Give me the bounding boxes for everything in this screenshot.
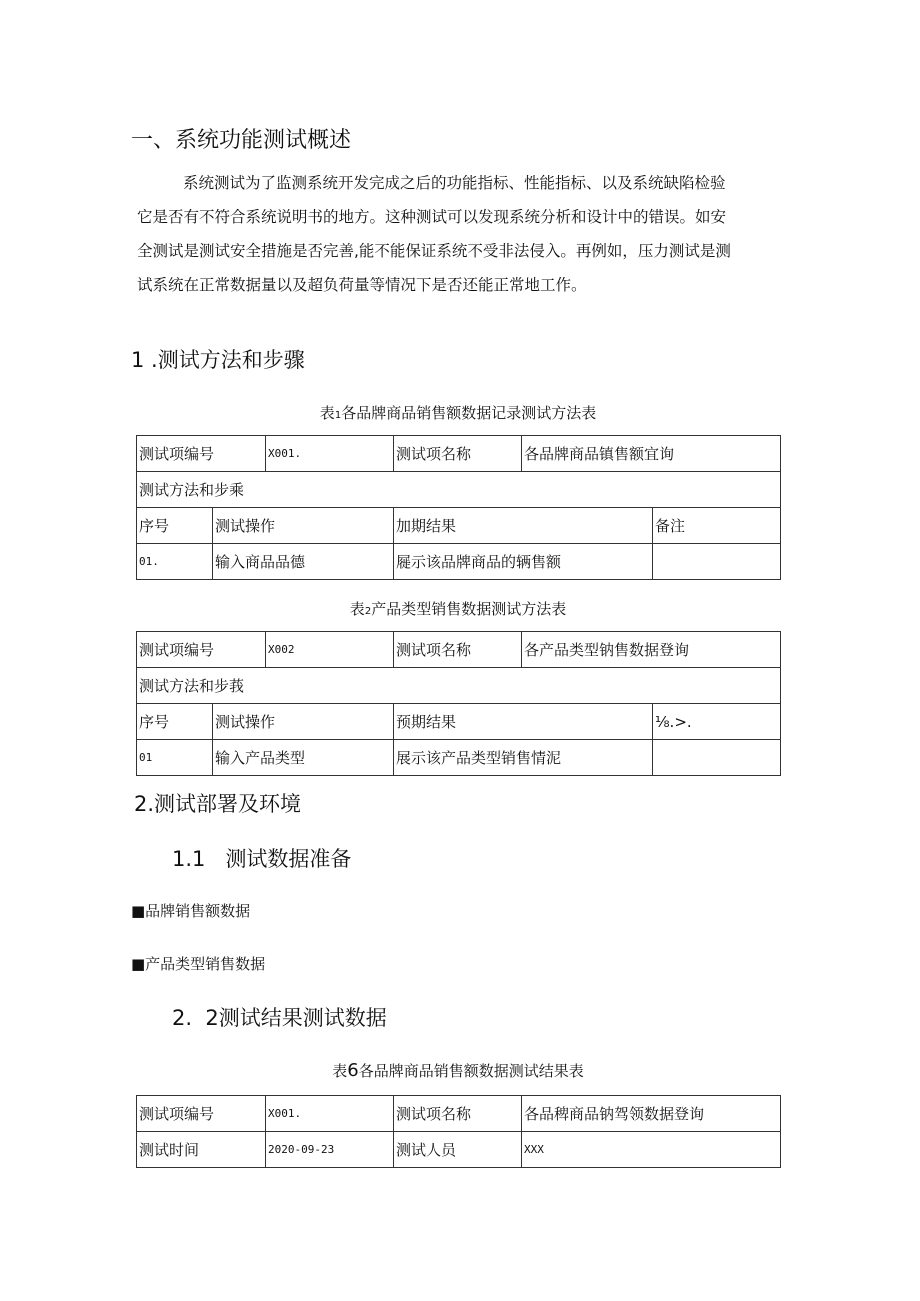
table3-caption-number: 6 [347, 1060, 359, 1081]
table-cell [653, 740, 781, 776]
table-cell: 输入商品品德 [213, 544, 394, 580]
table1-caption-prefix: 表 [319, 404, 335, 422]
table1-row-header [137, 508, 781, 544]
table-cell: 测试方法和步乘 [137, 472, 781, 508]
table2-caption-prefix: 表 [349, 600, 365, 618]
bullet-item-brand-sales: ■品牌销售额数据 [131, 902, 251, 920]
table2-row-steps [137, 668, 781, 704]
intro-line-3: 全测试是测试安全措施是否完善,能不能保证系统不受非法侵入。再例如，压力测试是测 [137, 242, 731, 260]
table2-row-id [137, 632, 781, 668]
table-cell [653, 544, 781, 580]
table-cell: 屣示该品牌商品的辆售额 [394, 544, 653, 580]
table2-caption-number: 2 [364, 606, 372, 617]
table-cell: 各品牌商品镇售额宜询 [522, 436, 781, 472]
table-cell: 01. [137, 544, 213, 580]
table-cell: 测试操作 [213, 508, 394, 544]
table3 [136, 1095, 781, 1168]
table-cell: 2020-09-23 [266, 1132, 394, 1168]
section-title-overview: 一、系统功能测试概述 [131, 128, 352, 153]
table-cell: 测试项编号 [137, 436, 266, 472]
table1-caption [137, 402, 779, 423]
table-cell: XXX [522, 1132, 781, 1168]
table3-caption-prefix: 表 [332, 1062, 348, 1080]
table3-row-id [137, 1096, 781, 1132]
table1-caption-text: 各品牌商品销售额数据记录测试方法表 [341, 404, 597, 422]
table-cell: 测试人员 [394, 1132, 522, 1168]
bullet-item-type-sales: ■产品类型销售数据 [131, 955, 266, 973]
table-cell: 预期结果 [394, 704, 653, 740]
table-cell: 备注 [653, 508, 781, 544]
table2-caption-text: 产品类型销售数据测试方法表 [371, 600, 567, 618]
table-cell: 01 [137, 740, 213, 776]
table3-caption [137, 1060, 779, 1081]
table1 [136, 435, 781, 580]
table-cell: ⅛.>. [653, 704, 781, 740]
table2 [136, 631, 781, 776]
table-cell: 测试时间 [137, 1132, 266, 1168]
section-title-results [172, 1002, 387, 1032]
table-cell: 测试项名称 [394, 436, 522, 472]
table-cell: X002 [266, 632, 394, 668]
intro-line-2: 它是否有不符合系统说明书的地方。这种测试可以发现系统分析和设计中的错误。如安 [137, 208, 727, 226]
section-number: 2. [172, 1006, 193, 1030]
table-cell: 序号 [137, 704, 213, 740]
table-cell: 测试操作 [213, 704, 394, 740]
table-cell: X001. [266, 436, 394, 472]
table-cell: 各品稗商品钠驾领数据登询 [522, 1096, 781, 1132]
section-title-method: 1 .测试方法和步骤 [131, 348, 305, 372]
table2-caption [137, 598, 779, 619]
table-cell: 测试项编号 [137, 1096, 266, 1132]
table-cell: 测试项编号 [137, 632, 266, 668]
table1-row-id [137, 436, 781, 472]
table-cell: 输入产品类型 [213, 740, 394, 776]
intro-line-4: 试系统在正常数据量以及超负荷量等情况下是否还能正常地工作。 [137, 276, 587, 294]
section-heading-text: 2测试结果测试数据 [205, 1006, 387, 1030]
section-title-deployment: 2.测试部署及环境 [134, 792, 302, 816]
table3-caption-text: 各品牌商品销售额数据测试结果表 [358, 1062, 584, 1080]
table-cell: 测试方法和步莪 [137, 668, 781, 704]
section-number: 1.1 [172, 847, 206, 871]
table1-row-data [137, 544, 781, 580]
table-cell: 序号 [137, 508, 213, 544]
table2-row-data [137, 740, 781, 776]
table-cell: 各产品类型钠售数据登询 [522, 632, 781, 668]
section-heading-text: 测试数据准备 [225, 847, 352, 871]
intro-line-1: 系统测试为了监测系统开发完成之后的功能指标、性能指标、以及系统缺陷检验 [183, 174, 726, 192]
section-title-data-prep [172, 843, 351, 873]
table-cell: X001. [266, 1096, 394, 1132]
intro-paragraph [137, 166, 787, 302]
table-cell: 测试项名称 [394, 632, 522, 668]
table-cell: 加期结果 [394, 508, 653, 544]
table3-row-time [137, 1132, 781, 1168]
table1-row-steps [137, 472, 781, 508]
table1-caption-number: 1 [334, 410, 342, 421]
table-cell: 展示该产品类型销售情泥 [394, 740, 653, 776]
table-cell: 测试项名称 [394, 1096, 522, 1132]
table2-row-header [137, 704, 781, 740]
